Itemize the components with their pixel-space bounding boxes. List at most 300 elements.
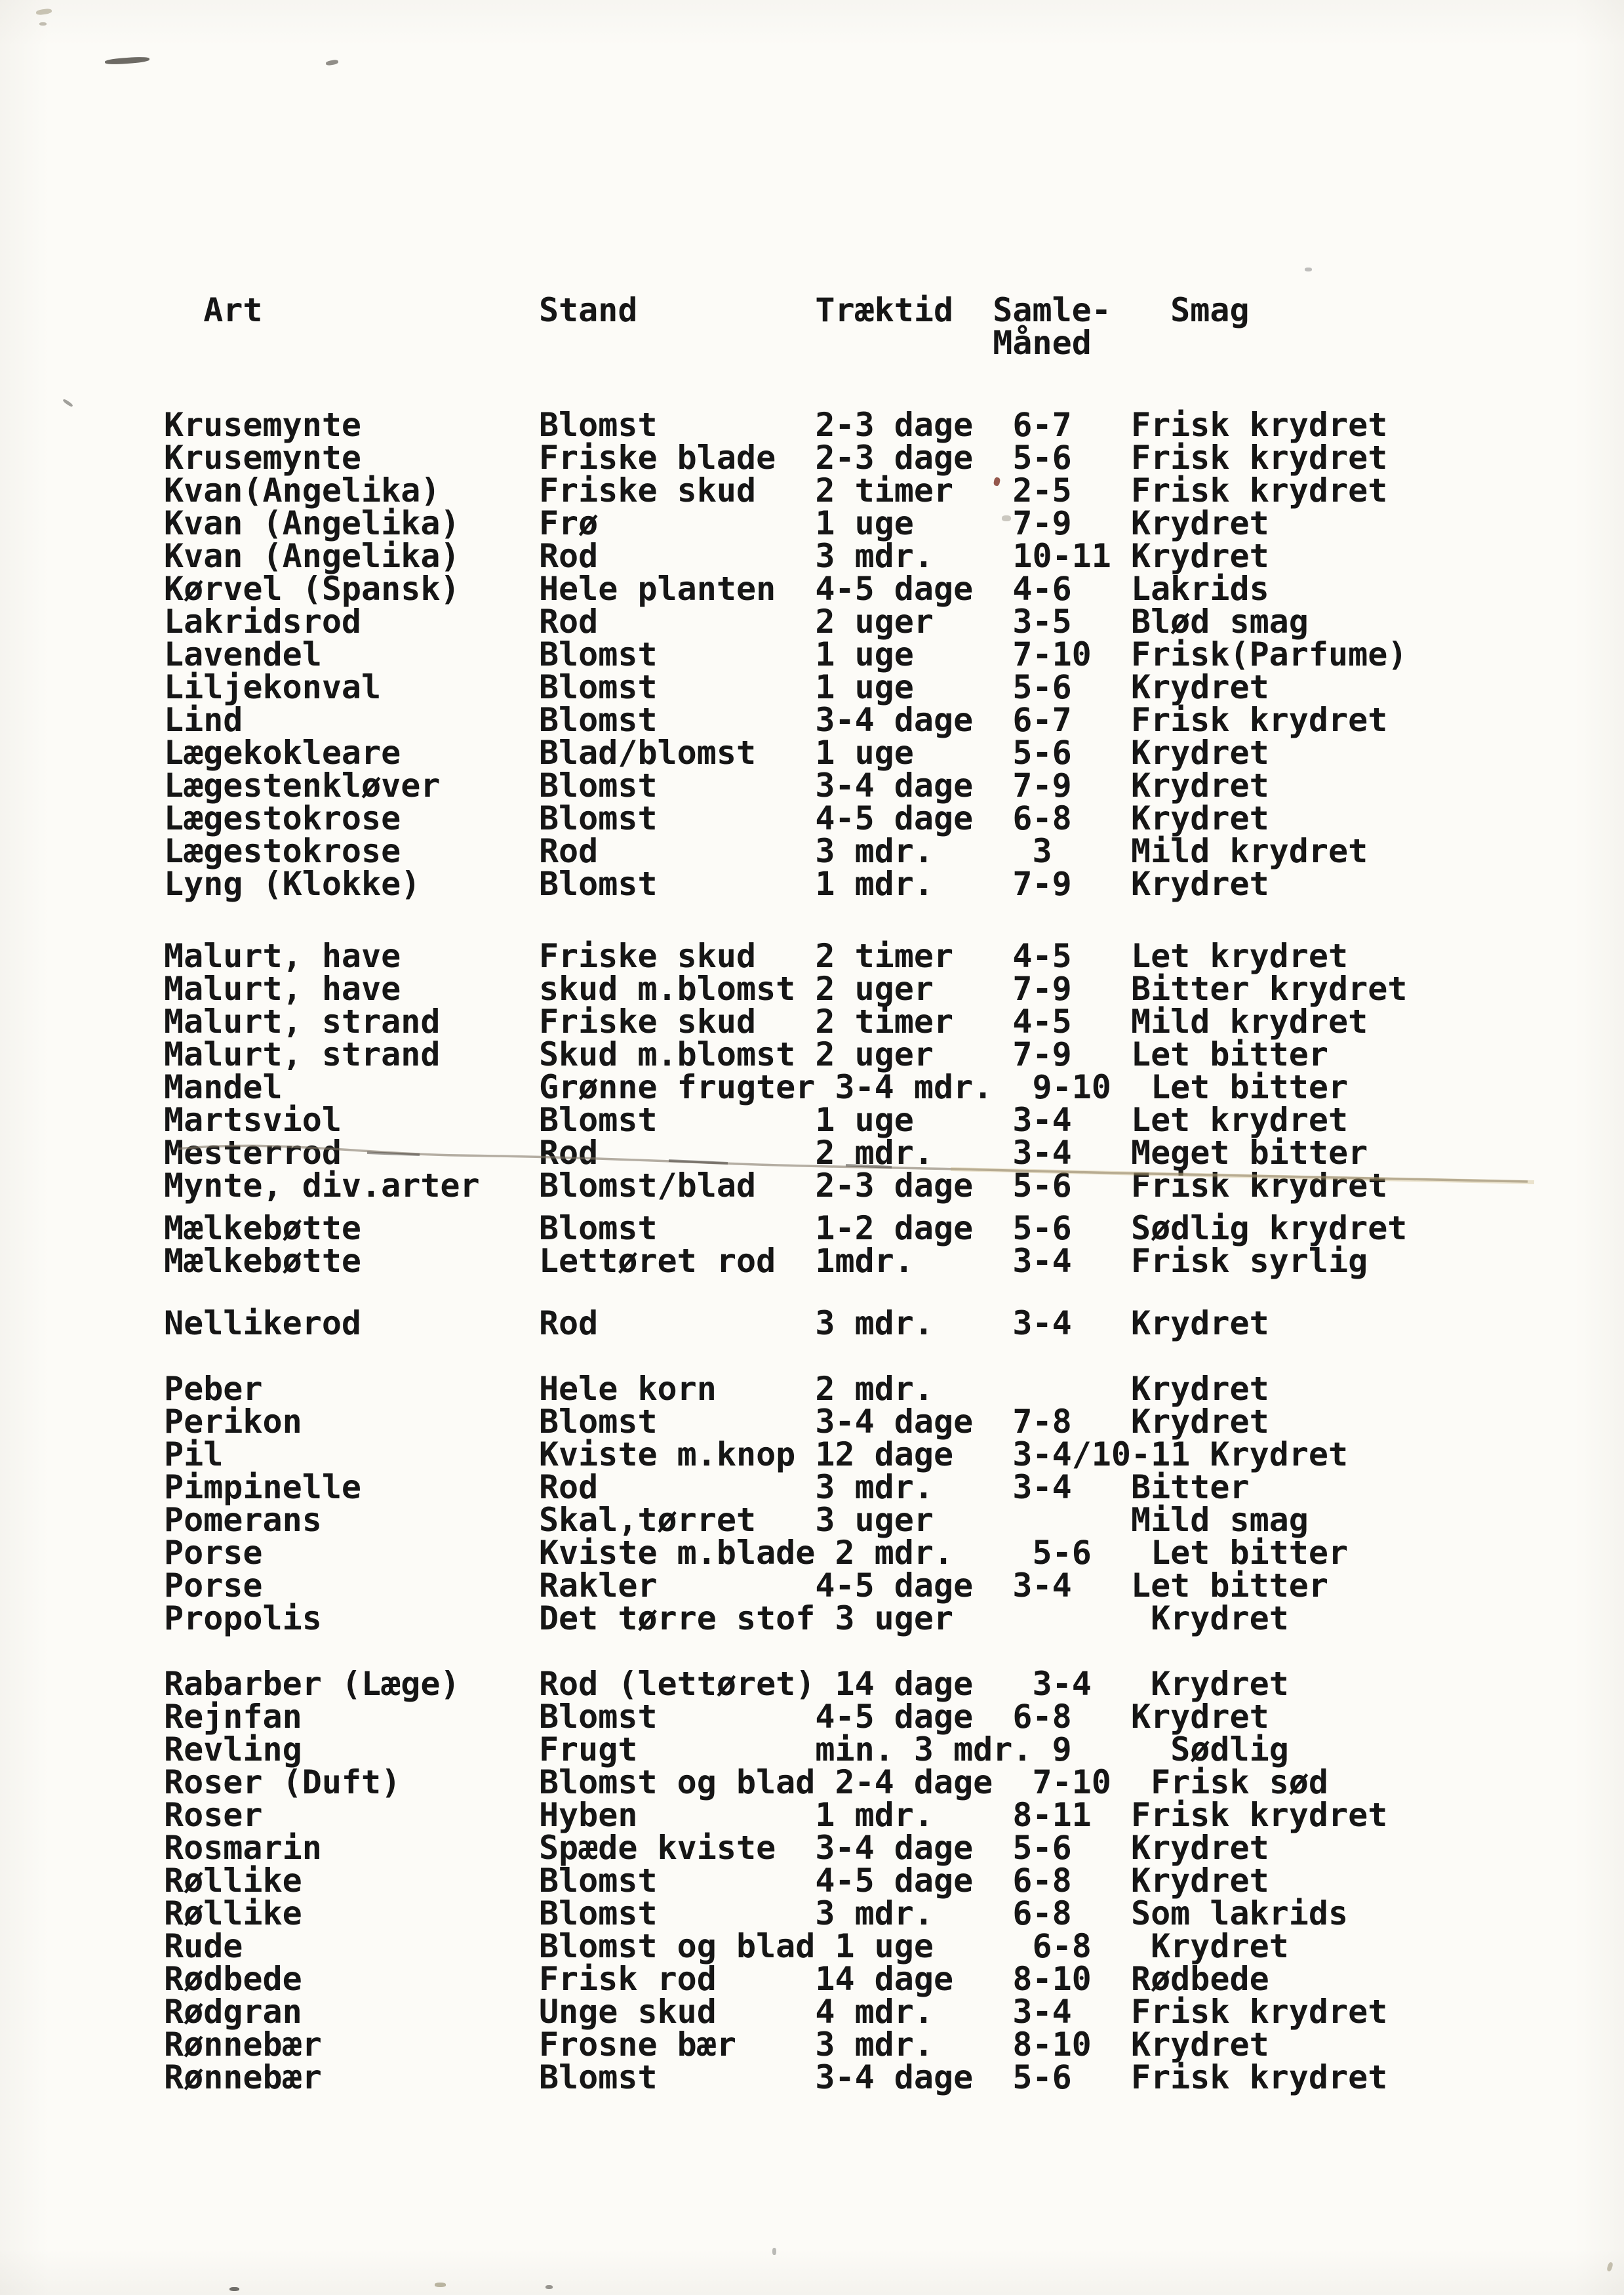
table-row bbox=[164, 1035, 1427, 1073]
cell-art: Kvan (Angelika) bbox=[164, 504, 460, 542]
table-row bbox=[164, 1534, 1427, 1572]
cell-smag: Let krydret bbox=[1130, 1101, 1349, 1139]
cell-stand: Hele planten bbox=[538, 570, 776, 608]
table-row bbox=[164, 1134, 1427, 1172]
scan-speck bbox=[105, 56, 149, 66]
cell-art: Kvan(Angelika) bbox=[164, 471, 441, 509]
cell-traektid: min. 3 mdr. bbox=[815, 1730, 1033, 1768]
cell-maaned: 6-8 bbox=[1012, 1894, 1072, 1932]
cell-maaned: 8-10 bbox=[1012, 2026, 1092, 2064]
cell-maaned: 4-5 bbox=[1012, 937, 1072, 975]
column-header-maaned: Måned bbox=[993, 324, 1092, 362]
cell-stand: Kviste m.knop bbox=[538, 1435, 796, 1473]
cell-art: Martsviol bbox=[164, 1101, 342, 1139]
cell-maaned: 4-5 bbox=[1012, 1003, 1072, 1041]
cell-art: Lægestokrose bbox=[164, 799, 401, 837]
cell-maaned: 4-6 bbox=[1012, 570, 1072, 608]
table-row bbox=[164, 2026, 1427, 2064]
table-row bbox=[164, 471, 1427, 509]
cell-maaned: 8-10 bbox=[1012, 1960, 1092, 1998]
cell-art: Malurt, strand bbox=[164, 1003, 441, 1041]
scan-speck bbox=[435, 2283, 446, 2287]
table-row bbox=[164, 1862, 1427, 1900]
table-row bbox=[164, 1242, 1427, 1280]
cell-art: Malurt, have bbox=[164, 970, 401, 1008]
cell-stand: Skal,tørret bbox=[538, 1501, 757, 1539]
cell-traektid: 3 uger bbox=[815, 1501, 934, 1539]
cell-maaned: 7-9 bbox=[1012, 1035, 1072, 1073]
table-row bbox=[164, 570, 1427, 608]
column-header-art: Art bbox=[203, 291, 263, 329]
cell-smag: Frisk krydret bbox=[1130, 701, 1388, 739]
cell-maaned: 9 bbox=[1052, 1730, 1072, 1768]
cell-maaned: 2-5 bbox=[1012, 471, 1072, 509]
cell-stand: Blomst/blad bbox=[538, 1167, 757, 1205]
cell-art: Mandel bbox=[164, 1068, 283, 1106]
typewritten-table bbox=[164, 291, 1427, 2096]
cell-stand: Hele korn bbox=[538, 1370, 717, 1408]
table-row bbox=[164, 1698, 1427, 1736]
cell-art: Nellikerod bbox=[164, 1304, 362, 1342]
cell-maaned bbox=[1012, 1504, 1111, 1536]
cell-traektid: 14 dage bbox=[835, 1665, 974, 1703]
cell-maaned: 5-6 bbox=[1032, 1534, 1092, 1572]
scan-speck bbox=[1606, 2262, 1614, 2271]
column-header-samle: Samle- bbox=[993, 291, 1111, 329]
cell-smag: Let bitter bbox=[1151, 1068, 1349, 1106]
cell-art: Røllike bbox=[164, 1862, 302, 1900]
table-row bbox=[164, 734, 1427, 772]
cell-maaned: 5-6 bbox=[1012, 1167, 1072, 1205]
cell-maaned: 3-5 bbox=[1012, 603, 1072, 641]
cell-traektid: 3-4 dage bbox=[815, 1829, 974, 1867]
cell-maaned: 5-6 bbox=[1012, 668, 1072, 706]
cell-art: Porse bbox=[164, 1534, 263, 1572]
cell-traektid: 4-5 dage bbox=[815, 799, 974, 837]
cell-maaned: 5-6 bbox=[1012, 734, 1072, 772]
table-row bbox=[164, 1435, 1427, 1473]
cell-smag: Krydret bbox=[1151, 1927, 1289, 1965]
cell-art: Mælkebøtte bbox=[164, 1209, 362, 1247]
table-row bbox=[164, 1370, 1427, 1408]
table-row bbox=[164, 1468, 1427, 1506]
cell-maaned: 7-10 bbox=[1032, 1763, 1111, 1801]
cell-maaned: 3-4 bbox=[1012, 1134, 1072, 1172]
cell-art: Mælkebøtte bbox=[164, 1242, 362, 1280]
cell-maaned: 6-7 bbox=[1012, 406, 1072, 444]
cell-traektid: 4-5 dage bbox=[815, 1698, 974, 1736]
cell-stand: Blomst bbox=[538, 1894, 658, 1932]
cell-smag: Mild smag bbox=[1130, 1501, 1309, 1539]
cell-smag: Bitter krydret bbox=[1130, 970, 1408, 1008]
cell-smag: Krydret bbox=[1151, 1665, 1289, 1703]
scan-speck bbox=[39, 22, 47, 26]
cell-smag: Krydret bbox=[1130, 2026, 1269, 2064]
cell-stand: Blomst bbox=[538, 767, 658, 805]
cell-stand: Blomst bbox=[538, 1403, 658, 1441]
cell-smag: Sødlig krydret bbox=[1130, 1209, 1408, 1247]
cell-traektid: 4-5 dage bbox=[815, 1862, 974, 1900]
cell-stand: Hyben bbox=[538, 1796, 638, 1834]
cell-maaned: 3-4 bbox=[1012, 1101, 1072, 1139]
cell-stand: Blomst bbox=[538, 406, 658, 444]
table-row bbox=[164, 1665, 1427, 1703]
cell-stand: Blomst bbox=[538, 1209, 658, 1247]
cell-smag: Krydret bbox=[1130, 1829, 1269, 1867]
cell-smag: Frisk krydret bbox=[1130, 439, 1388, 477]
cell-stand: Blomst bbox=[538, 668, 658, 706]
table-row bbox=[164, 1993, 1427, 2031]
cell-art: Roser (Duft) bbox=[164, 1763, 401, 1801]
cell-traektid: 3 uger bbox=[835, 1599, 954, 1637]
cell-smag: Lakrids bbox=[1130, 570, 1269, 608]
cell-smag: Sødlig bbox=[1170, 1730, 1289, 1768]
cell-stand: Blad/blomst bbox=[538, 734, 757, 772]
cell-stand: Rod bbox=[538, 1134, 599, 1172]
cell-art: Rosmarin bbox=[164, 1829, 322, 1867]
cell-maaned: 7-9 bbox=[1012, 767, 1072, 805]
cell-smag: Frisk sød bbox=[1151, 1763, 1329, 1801]
cell-traektid: 1 mdr. bbox=[815, 865, 934, 903]
cell-traektid: 2 mdr. bbox=[835, 1534, 954, 1572]
cell-traektid: 3-4 dage bbox=[815, 701, 974, 739]
cell-maaned: 7-8 bbox=[1012, 1403, 1072, 1441]
cell-traektid: 2-3 dage bbox=[815, 439, 974, 477]
cell-art: Lægestokrose bbox=[164, 832, 401, 870]
cell-maaned: 7-9 bbox=[1012, 504, 1072, 542]
cell-traektid: 3 mdr. bbox=[815, 2026, 934, 2064]
table-row bbox=[164, 406, 1427, 444]
table-block bbox=[164, 1209, 1427, 1280]
cell-maaned: 6-7 bbox=[1012, 701, 1072, 739]
cell-traektid: 12 dage bbox=[815, 1435, 954, 1473]
scan-speck bbox=[326, 59, 339, 66]
cell-traektid: 1 mdr. bbox=[815, 1796, 934, 1834]
cell-traektid: 1mdr. bbox=[815, 1242, 914, 1280]
cell-traektid: 3 mdr. bbox=[815, 1468, 934, 1506]
cell-smag: Frisk krydret bbox=[1130, 1993, 1388, 2031]
cell-art: Roser bbox=[164, 1796, 263, 1834]
table-row bbox=[164, 1829, 1427, 1867]
cell-maaned: 6-8 bbox=[1012, 1698, 1072, 1736]
cell-maaned: 3-4 bbox=[1012, 1993, 1072, 2031]
cell-traektid: 2-3 dage bbox=[815, 406, 974, 444]
table-row bbox=[164, 1894, 1427, 1932]
cell-traektid: 1 uge bbox=[815, 734, 914, 772]
cell-smag: Frisk krydret bbox=[1130, 1796, 1388, 1834]
cell-stand: Rod bbox=[538, 603, 599, 641]
table-row bbox=[164, 603, 1427, 641]
cell-stand: Friske skud bbox=[538, 937, 757, 975]
cell-art: Pomerans bbox=[164, 1501, 322, 1539]
cell-art: Perikon bbox=[164, 1403, 302, 1441]
cell-maaned: 6-8 bbox=[1012, 1862, 1072, 1900]
cell-maaned: 5-6 bbox=[1012, 2058, 1072, 2096]
cell-art: Krusemynte bbox=[164, 406, 362, 444]
cell-traektid: 2-3 dage bbox=[815, 1167, 974, 1205]
cell-art: Revling bbox=[164, 1730, 302, 1768]
cell-maaned: 3-4 bbox=[1012, 1242, 1072, 1280]
column-header-traektid: Træktid bbox=[815, 291, 954, 329]
cell-traektid: 4-5 dage bbox=[815, 570, 974, 608]
cell-smag: Frisk syrlig bbox=[1130, 1242, 1368, 1280]
cell-smag: Krydret bbox=[1130, 799, 1269, 837]
column-header-stand: Stand bbox=[538, 291, 638, 329]
cell-traektid: 3 mdr. bbox=[815, 1304, 934, 1342]
cell-maaned: 5-6 bbox=[1012, 1209, 1072, 1247]
table-row bbox=[164, 2058, 1427, 2096]
cell-traektid: 3-4 mdr. bbox=[835, 1068, 993, 1106]
table-block bbox=[164, 406, 1427, 903]
cell-traektid: 2-4 dage bbox=[835, 1763, 993, 1801]
cell-smag: Bitter bbox=[1130, 1468, 1250, 1506]
cell-stand: Skud m.blomst bbox=[538, 1035, 796, 1073]
cell-traektid: 1 uge bbox=[815, 635, 914, 673]
cell-maaned: 7-10 bbox=[1012, 635, 1092, 673]
scan-speck bbox=[229, 2287, 239, 2291]
cell-smag: Krydret bbox=[1130, 668, 1269, 706]
cell-smag: Krydret bbox=[1130, 1304, 1269, 1342]
cell-art: Rønnebær bbox=[164, 2026, 322, 2064]
cell-maaned: 3-4 bbox=[1012, 1567, 1072, 1605]
table-row bbox=[164, 1209, 1427, 1247]
cell-smag: Frisk(Parfume) bbox=[1130, 635, 1408, 673]
cell-maaned: 6-8 bbox=[1032, 1927, 1092, 1965]
cell-stand: Rod bbox=[538, 537, 599, 575]
cell-traektid: 2 timer bbox=[815, 1003, 954, 1041]
cell-stand: Blomst bbox=[538, 701, 658, 739]
cell-maaned: 7-9 bbox=[1012, 970, 1072, 1008]
scan-speck bbox=[772, 2248, 776, 2255]
cell-stand: skud m.blomst bbox=[538, 970, 796, 1008]
cell-traektid: 3-4 dage bbox=[815, 767, 974, 805]
table-block bbox=[164, 1667, 1427, 2094]
cell-stand: Blomst bbox=[538, 635, 658, 673]
cell-smag: Let krydret bbox=[1130, 937, 1349, 975]
cell-traektid: 2 uger bbox=[815, 603, 934, 641]
cell-smag: Frisk krydret bbox=[1130, 2058, 1388, 2096]
table-row bbox=[164, 1960, 1427, 1998]
table-row bbox=[164, 668, 1427, 706]
table-row bbox=[164, 1796, 1427, 1834]
cell-traektid: 1 uge bbox=[815, 668, 914, 706]
cell-traektid: 2 timer bbox=[815, 937, 954, 975]
table-row bbox=[164, 1927, 1427, 1965]
cell-art: Lægestenkløver bbox=[164, 767, 441, 805]
cell-traektid: 1 uge bbox=[815, 504, 914, 542]
table-block bbox=[164, 937, 1427, 1205]
cell-art: Lavendel bbox=[164, 635, 322, 673]
cell-smag: Krydret bbox=[1151, 1599, 1289, 1637]
cell-art: Lyng (Klokke) bbox=[164, 865, 421, 903]
cell-traektid: 2 uger bbox=[815, 1035, 934, 1073]
cell-art: Lægekokleare bbox=[164, 734, 401, 772]
cell-maaned: 3-4/10-11 bbox=[1012, 1435, 1191, 1473]
table-row bbox=[164, 1167, 1427, 1205]
cell-stand: Rod bbox=[538, 1304, 599, 1342]
scan-speck bbox=[36, 8, 52, 15]
table-row bbox=[164, 970, 1427, 1008]
table-row bbox=[164, 1304, 1427, 1342]
cell-smag: Let bitter bbox=[1130, 1567, 1328, 1605]
cell-traektid: 1 uge bbox=[835, 1927, 934, 1965]
scan-speck bbox=[62, 399, 73, 408]
table-row bbox=[164, 1403, 1427, 1441]
cell-traektid: 3 mdr. bbox=[815, 537, 934, 575]
cell-maaned: 8-11 bbox=[1012, 1796, 1092, 1834]
cell-smag: Let bitter bbox=[1151, 1534, 1349, 1572]
cell-art: Pil bbox=[164, 1435, 224, 1473]
cell-smag: Rødbede bbox=[1130, 1960, 1269, 1998]
table-block bbox=[164, 1304, 1427, 1342]
table-row bbox=[164, 1068, 1427, 1106]
cell-maaned: 10-11 bbox=[1012, 537, 1111, 575]
cell-stand: Friske skud bbox=[538, 1003, 757, 1041]
cell-art: Rønnebær bbox=[164, 2058, 322, 2096]
cell-stand: Blomst og blad bbox=[538, 1927, 816, 1965]
cell-traektid: 3-4 dage bbox=[815, 1403, 974, 1441]
table-row bbox=[164, 1501, 1427, 1539]
table-row bbox=[164, 767, 1427, 805]
cell-smag: Krydret bbox=[1130, 1403, 1269, 1441]
cell-art: Propolis bbox=[164, 1599, 322, 1637]
cell-art: Malurt, strand bbox=[164, 1035, 441, 1073]
cell-smag: Mild krydret bbox=[1130, 832, 1368, 870]
cell-stand: Frugt bbox=[538, 1730, 638, 1768]
table-row bbox=[164, 832, 1427, 870]
cell-stand: Unge skud bbox=[538, 1993, 717, 2031]
table-header-row-2 bbox=[164, 324, 1427, 362]
cell-art: Rude bbox=[164, 1927, 243, 1965]
cell-smag: Meget bitter bbox=[1130, 1134, 1368, 1172]
cell-traektid: 2 mdr. bbox=[815, 1134, 934, 1172]
cell-maaned: 6-8 bbox=[1012, 799, 1072, 837]
cell-stand: Friske blade bbox=[538, 439, 776, 477]
cell-stand: Blomst og blad bbox=[538, 1763, 816, 1801]
cell-stand: Lettøret rod bbox=[538, 1242, 776, 1280]
cell-traektid: 4 mdr. bbox=[815, 1993, 934, 2031]
table-row bbox=[164, 1003, 1427, 1041]
cell-stand: Blomst bbox=[538, 865, 658, 903]
cell-smag: Krydret bbox=[1130, 504, 1269, 542]
cell-smag: Krydret bbox=[1130, 865, 1269, 903]
cell-art: Kvan (Angelika) bbox=[164, 537, 460, 575]
cell-smag: Frisk krydret bbox=[1130, 406, 1388, 444]
table-row bbox=[164, 937, 1427, 975]
table-row bbox=[164, 1599, 1427, 1637]
cell-stand: Rakler bbox=[538, 1567, 658, 1605]
cell-smag: Krydret bbox=[1130, 1370, 1269, 1408]
cell-stand: Rod (lettøret) bbox=[538, 1665, 816, 1703]
cell-stand: Grønne frugter bbox=[538, 1068, 816, 1106]
cell-stand: Blomst bbox=[538, 1862, 658, 1900]
scan-speck bbox=[545, 2285, 553, 2289]
cell-smag: Krydret bbox=[1130, 537, 1269, 575]
cell-art: Rødgran bbox=[164, 1993, 302, 2031]
cell-art: Røllike bbox=[164, 1894, 302, 1932]
cell-smag: Krydret bbox=[1130, 767, 1269, 805]
cell-traektid: 3 mdr. bbox=[815, 1894, 934, 1932]
cell-maaned: 7-9 bbox=[1012, 865, 1072, 903]
cell-stand: Spæde kviste bbox=[538, 1829, 776, 1867]
table-row bbox=[164, 799, 1427, 837]
cell-maaned bbox=[1012, 1372, 1111, 1405]
cell-stand: Det tørre stof bbox=[538, 1599, 816, 1637]
cell-stand: Frø bbox=[538, 504, 599, 542]
cell-traektid: 2 timer bbox=[815, 471, 954, 509]
cell-smag: Krydret bbox=[1210, 1435, 1349, 1473]
cell-maaned bbox=[1032, 1602, 1131, 1635]
cell-stand: Friske skud bbox=[538, 471, 757, 509]
cell-smag: Mild krydret bbox=[1130, 1003, 1368, 1041]
cell-art: Mesterrod bbox=[164, 1134, 342, 1172]
cell-art: Rødbede bbox=[164, 1960, 302, 1998]
cell-art: Lind bbox=[164, 701, 243, 739]
table-row bbox=[164, 537, 1427, 575]
cell-art: Pimpinelle bbox=[164, 1468, 362, 1506]
cell-smag: Let bitter bbox=[1130, 1035, 1329, 1073]
cell-smag: Frisk krydret bbox=[1130, 471, 1388, 509]
cell-art: Peber bbox=[164, 1370, 263, 1408]
cell-smag: Krydret bbox=[1130, 1698, 1269, 1736]
cell-maaned: 3 bbox=[1012, 832, 1052, 870]
column-header-smag: Smag bbox=[1170, 291, 1250, 329]
cell-smag: Krydret bbox=[1130, 734, 1269, 772]
table-body bbox=[164, 406, 1427, 2096]
cell-stand: Kviste m.blade bbox=[538, 1534, 816, 1572]
cell-stand: Blomst bbox=[538, 1101, 658, 1139]
cell-art: Malurt, have bbox=[164, 937, 401, 975]
table-row bbox=[164, 439, 1427, 477]
cell-traektid: 1 uge bbox=[815, 1101, 914, 1139]
cell-smag: Blød smag bbox=[1130, 603, 1309, 641]
cell-maaned: 3-4 bbox=[1012, 1304, 1072, 1342]
cell-smag: Frisk krydret bbox=[1130, 1167, 1388, 1205]
cell-maaned: 5-6 bbox=[1012, 1829, 1072, 1867]
cell-traektid: 2 mdr. bbox=[815, 1370, 934, 1408]
cell-art: Liljekonval bbox=[164, 668, 382, 706]
table-row bbox=[164, 701, 1427, 739]
cell-stand: Blomst bbox=[538, 799, 658, 837]
cell-stand: Rod bbox=[538, 1468, 599, 1506]
cell-stand: Rod bbox=[538, 832, 599, 870]
cell-traektid: 2 uger bbox=[815, 970, 934, 1008]
cell-art: Lakridsrod bbox=[164, 603, 362, 641]
cell-traektid: 4-5 dage bbox=[815, 1567, 974, 1605]
cell-stand: Frosne bær bbox=[538, 2026, 736, 2064]
cell-maaned: 3-4 bbox=[1032, 1665, 1092, 1703]
cell-maaned: 3-4 bbox=[1012, 1468, 1072, 1506]
cell-stand: Blomst bbox=[538, 2058, 658, 2096]
table-row bbox=[164, 1730, 1427, 1768]
scan-speck bbox=[1305, 268, 1312, 271]
cell-traektid: 3 mdr. bbox=[815, 832, 934, 870]
cell-art: Rabarber (Læge) bbox=[164, 1665, 460, 1703]
table-row bbox=[164, 635, 1427, 673]
cell-maaned: 9-10 bbox=[1032, 1068, 1111, 1106]
cell-stand: Blomst bbox=[538, 1698, 658, 1736]
cell-art: Mynte, div.arter bbox=[164, 1167, 480, 1205]
cell-maaned: 5-6 bbox=[1012, 439, 1072, 477]
cell-traektid: 14 dage bbox=[815, 1960, 954, 1998]
cell-smag: Krydret bbox=[1130, 1862, 1269, 1900]
table-row bbox=[164, 1101, 1427, 1139]
table-row bbox=[164, 865, 1427, 903]
cell-art: Porse bbox=[164, 1567, 263, 1605]
table-header-row bbox=[164, 291, 1427, 329]
table-row bbox=[164, 504, 1427, 542]
table-row bbox=[164, 1567, 1427, 1605]
